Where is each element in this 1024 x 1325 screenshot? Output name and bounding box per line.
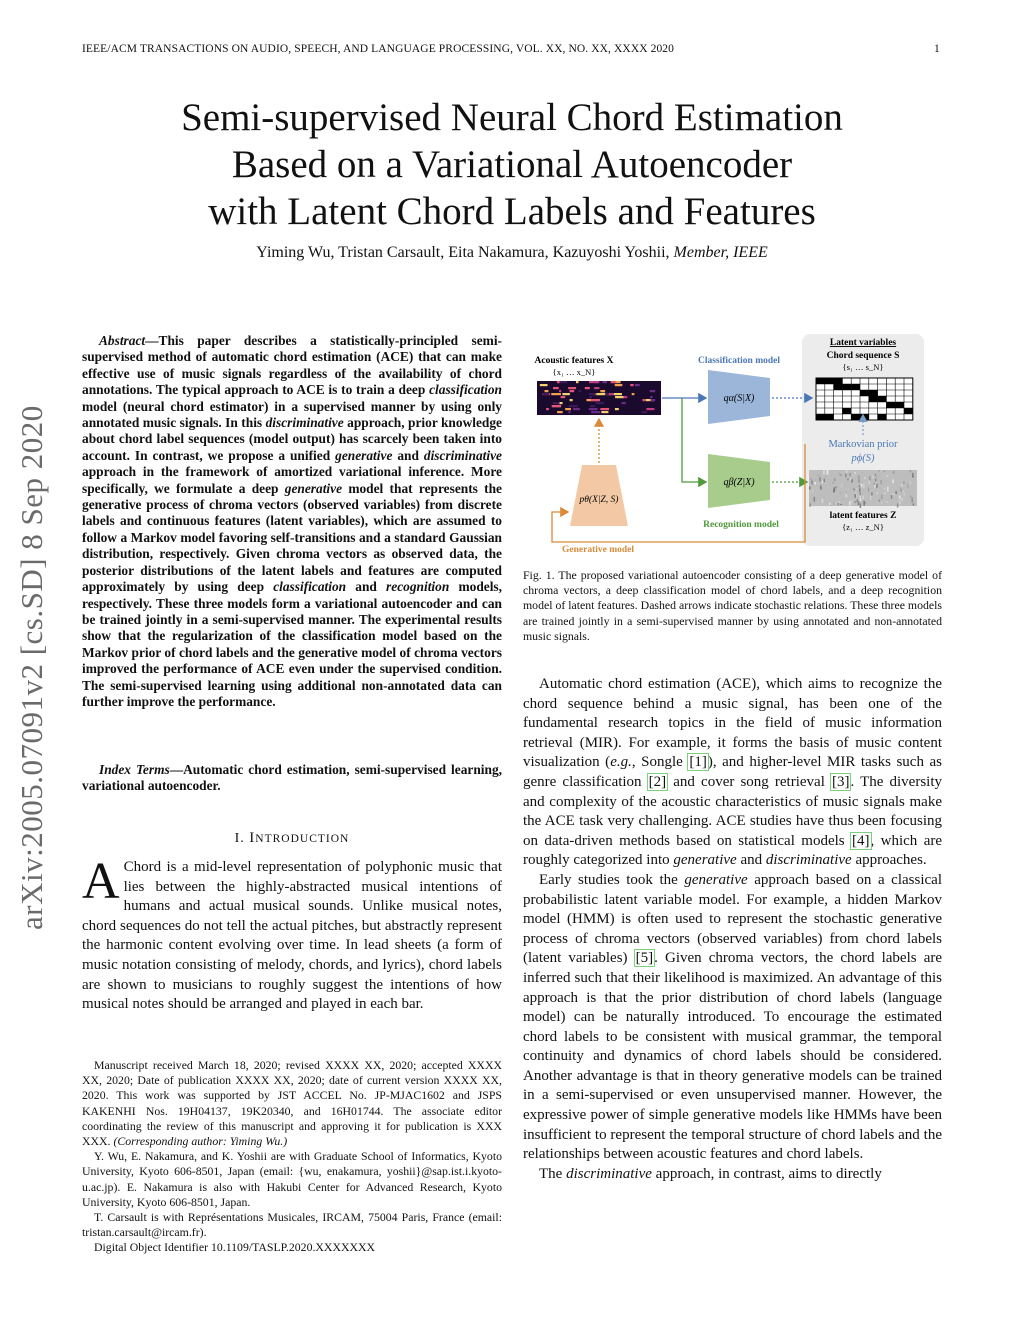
citation-2[interactable]: [2] bbox=[648, 773, 667, 790]
noise-cell bbox=[887, 502, 889, 503]
chroma-cell bbox=[590, 405, 595, 407]
chord-grid-cell bbox=[816, 378, 825, 384]
noise-cell bbox=[884, 493, 886, 494]
text-disc-2: approach, in contrast, aims to directly bbox=[651, 1165, 882, 1182]
chord-grid-cell bbox=[895, 402, 904, 408]
noise-cell bbox=[910, 480, 912, 485]
noise-cell bbox=[901, 484, 903, 487]
chroma-cell bbox=[615, 408, 619, 410]
noise-cell bbox=[878, 470, 880, 471]
noise-cell bbox=[880, 470, 882, 472]
chroma-cell bbox=[600, 408, 609, 410]
noise-cell bbox=[858, 475, 860, 478]
noise-cell bbox=[895, 491, 897, 494]
abstract-em-2: discriminative bbox=[265, 415, 344, 431]
latent-features-set: {z₁ … z_N} bbox=[842, 522, 884, 532]
noise-cell bbox=[849, 501, 851, 505]
noise-cell bbox=[810, 490, 812, 494]
noise-cell bbox=[855, 501, 857, 503]
text-disc-1: The bbox=[539, 1165, 567, 1182]
noise-cell bbox=[851, 500, 853, 504]
noise-cell bbox=[810, 478, 812, 479]
chord-grid-cell bbox=[825, 414, 834, 420]
noise-cell bbox=[833, 482, 835, 484]
chord-grid-cell bbox=[904, 408, 913, 414]
noise-cell bbox=[886, 481, 888, 482]
noise-cell bbox=[865, 502, 867, 503]
noise-cell bbox=[903, 493, 905, 495]
abstract-em-5: generative bbox=[284, 480, 343, 496]
citation-4[interactable]: [4] bbox=[852, 832, 870, 849]
chroma-cell bbox=[579, 390, 582, 392]
chroma-cell bbox=[573, 408, 580, 410]
chroma-cell bbox=[540, 384, 548, 386]
paragraph-early bbox=[523, 871, 942, 1165]
noise-cell bbox=[875, 475, 877, 476]
chroma-cell bbox=[565, 408, 571, 410]
abstract-label: Abstract bbox=[99, 333, 146, 348]
title-line-3: with Latent Chord Labels and Features bbox=[208, 190, 816, 233]
noise-cell bbox=[892, 479, 894, 483]
noise-cell bbox=[846, 471, 848, 473]
abstract-text-5: approach in the framework of amortized variational inference. More specifically, we formulate a deep bbox=[82, 464, 502, 496]
title-line-2: Based on a Variational Autoencoder bbox=[231, 143, 793, 186]
generative-model-label: Generative model bbox=[562, 545, 635, 555]
acoustic-features-label: Acoustic features X bbox=[534, 356, 614, 366]
noise-cell bbox=[809, 503, 811, 506]
noise-cell bbox=[859, 488, 861, 492]
noise-cell bbox=[910, 496, 912, 497]
text-ace-7: and bbox=[736, 852, 766, 869]
chroma-cell bbox=[568, 387, 576, 389]
chroma-cell bbox=[543, 393, 549, 395]
noise-cell bbox=[860, 503, 862, 508]
noise-cell bbox=[851, 479, 853, 482]
text-ace-6: , which are roughly categorized into bbox=[523, 832, 942, 869]
chroma-cell bbox=[606, 393, 609, 395]
chroma-cell bbox=[635, 384, 640, 386]
noise-cell bbox=[823, 470, 825, 474]
chroma-cell bbox=[615, 384, 622, 386]
chroma-cell bbox=[650, 396, 652, 398]
author-names: Yiming Wu, Tristan Carsault, Eita Nakamura, Kazuyoshi Yoshii, bbox=[256, 244, 670, 261]
footnote-corresponding: (Corresponding author: Yiming Wu.) bbox=[113, 1134, 288, 1149]
chord-grid-cell bbox=[816, 414, 825, 420]
noise-cell bbox=[912, 476, 914, 477]
citation-3[interactable]: [3] bbox=[831, 773, 850, 790]
author-list bbox=[80, 244, 944, 262]
text-early-3: . Given chroma vectors, the chord labels are inferred such that their likelihood is maximized. An advantage of this approach is that the prior distribution of chord labels (language model) can be naturally introduced. To encourage the estimated chord labels to be consistent with musical grammar, the temporal continuity and dynamics of chord labels should be considered. Another advantage is that in theory generative models can be trained in a semi-supervised or even unsupervised manner. However, the expressive power of simple generative models like HMMs have been insufficient to represent the temporal structure of chord labels and the relationships between acoustic features and chord labels. bbox=[523, 950, 943, 1163]
noise-cell bbox=[877, 492, 879, 494]
citation-1[interactable]: [1] bbox=[689, 754, 707, 771]
chord-grid-cell bbox=[860, 414, 869, 420]
chroma-cell bbox=[646, 408, 654, 410]
chroma-cell bbox=[589, 393, 595, 395]
noise-cell bbox=[875, 479, 877, 482]
arxiv-stamp: arXiv:2005.07091v2 [cs.SD] 8 Sep 2020 bbox=[14, 405, 49, 930]
index-terms-label: Index Terms bbox=[99, 762, 170, 777]
chord-sequence-set: {s₁ … s_N} bbox=[842, 362, 884, 372]
chroma-cell bbox=[553, 387, 559, 389]
noise-cell bbox=[874, 483, 876, 484]
noise-cell bbox=[829, 503, 831, 505]
chroma-cell bbox=[553, 402, 560, 404]
chroma-cell bbox=[568, 411, 570, 413]
recognition-model-label: Recognition model bbox=[703, 520, 779, 530]
paragraph-discriminative bbox=[523, 1165, 942, 1185]
text-ace-3: ), and higher-level MIR tasks such as genre classification bbox=[523, 754, 942, 790]
chord-grid-cell bbox=[834, 378, 843, 384]
noise-cell bbox=[881, 502, 883, 504]
abstract-text-8: models, respectively. These three models form a variational autoencoder and can be trained jointly in a semi-supervised manner. The experimental results show that the regularization of the classification model based on the Markov prior of chord labels and the generative model of chroma vectors improved the performance of ACE even under the supervised condition. The semi-supervised learning using additional non-annotated data can further improve the performance. bbox=[82, 579, 502, 709]
classification-formula: qα(S|X) bbox=[723, 393, 755, 404]
noise-cell bbox=[901, 498, 903, 501]
markov-prior-label: Markovian prior bbox=[828, 439, 898, 450]
page-number: 1 bbox=[934, 43, 940, 55]
noise-cell bbox=[864, 478, 866, 479]
chroma-cell bbox=[557, 411, 563, 413]
abstract-em-3: generative bbox=[335, 447, 393, 463]
chroma-cell bbox=[632, 393, 635, 395]
index-terms bbox=[82, 762, 502, 795]
chord-grid-cell bbox=[860, 390, 869, 396]
noise-cell bbox=[816, 475, 818, 476]
chord-sequence-label: Chord sequence S bbox=[826, 351, 900, 361]
noise-cell bbox=[887, 475, 889, 477]
footnote-affiliation: Y. Wu, E. Nakamura, and K. Yoshii are with Graduate School of Informatics, Kyoto University, Kyoto 606-8501, Japan (email: {wu, enakamura, yoshii}@sap.ist.i.kyoto-u.ac.jp). E. Nakamura is also with Hakubi Center for Advanced Research, Kyoto University, Kyoto 606-8501, Japan. bbox=[82, 1149, 502, 1209]
noise-cell bbox=[881, 495, 883, 500]
chord-grid-cell bbox=[869, 390, 878, 396]
title-line-1: Semi-supervised Neural Chord Estimation bbox=[181, 96, 843, 139]
noise-cell bbox=[856, 489, 858, 490]
noise-cell bbox=[815, 479, 817, 482]
chroma-cell bbox=[557, 381, 560, 383]
noise-cell bbox=[863, 496, 865, 499]
paragraph-ace bbox=[523, 675, 942, 871]
noise-cell bbox=[902, 491, 904, 493]
chord-grid bbox=[816, 378, 913, 420]
chord-grid-cell bbox=[886, 402, 895, 408]
noise-cell bbox=[841, 483, 843, 488]
noise-cell bbox=[910, 470, 912, 472]
noise-cell bbox=[899, 496, 901, 499]
noise-cell bbox=[859, 485, 861, 488]
noise-cell bbox=[900, 487, 902, 491]
chroma-cell bbox=[591, 408, 598, 410]
chord-grid-cell bbox=[878, 396, 887, 402]
noise-cell bbox=[812, 482, 814, 485]
chroma-cell bbox=[601, 411, 608, 413]
noise-cell bbox=[849, 473, 851, 476]
chroma-cell bbox=[562, 393, 569, 395]
footnote-doi: Digital Object Identifier 10.1109/TASLP.2020.XXXXXXX bbox=[94, 1240, 376, 1255]
noise-cell bbox=[893, 494, 895, 495]
section-heading bbox=[82, 830, 502, 847]
noise-cell bbox=[885, 500, 887, 502]
noise-cell bbox=[863, 484, 865, 488]
footnote-carsault: T. Carsault is with Représentations Musicales, IRCAM, 75004 Paris, France (email: tristan.carsault@ircam.fr). bbox=[82, 1210, 502, 1240]
noise-cell bbox=[869, 480, 871, 484]
noise-cell bbox=[913, 470, 915, 471]
chroma-cell bbox=[570, 399, 573, 401]
chroma-cell bbox=[600, 390, 605, 392]
chroma-cell bbox=[545, 390, 549, 392]
noise-cell bbox=[861, 484, 863, 487]
noise-cell bbox=[870, 496, 872, 501]
acoustic-features-set: {x₁ … x_N} bbox=[552, 367, 596, 377]
noise-cell bbox=[876, 483, 878, 487]
chroma-cell bbox=[546, 408, 549, 410]
text-early-1: Early studies took the bbox=[539, 871, 685, 888]
section-title-rest: NTRODUCTION bbox=[255, 833, 350, 845]
text-eg: e.g. bbox=[610, 754, 632, 771]
latent-variables-label: Latent variables bbox=[829, 338, 897, 348]
chroma-cell bbox=[585, 387, 590, 389]
chroma-cell bbox=[650, 390, 656, 392]
noise-cell bbox=[891, 495, 893, 499]
noise-cell bbox=[840, 474, 842, 475]
noise-cell bbox=[879, 500, 881, 502]
noise-cell bbox=[903, 482, 905, 484]
abstract-em-1: classification bbox=[429, 382, 502, 398]
chroma-cell bbox=[570, 390, 575, 392]
noise-cell bbox=[846, 494, 848, 497]
noise-cell bbox=[809, 487, 811, 490]
noise-cell bbox=[854, 494, 856, 498]
noise-cell bbox=[871, 492, 873, 495]
noise-cell bbox=[846, 491, 848, 492]
noise-cell bbox=[827, 497, 829, 500]
chroma-cell bbox=[611, 381, 616, 383]
paper-title bbox=[80, 94, 944, 235]
noise-cell bbox=[844, 487, 846, 488]
noise-cell bbox=[834, 487, 836, 492]
text-early-generative: generative bbox=[684, 871, 748, 888]
chroma-image bbox=[537, 381, 661, 415]
noise-cell bbox=[884, 470, 886, 472]
noise-cell bbox=[855, 472, 857, 473]
index-terms-text: —Automatic chord estimation, semi-supervised learning, variational autoencoder. bbox=[82, 762, 502, 794]
drop-cap: A bbox=[82, 853, 120, 910]
chroma-cell bbox=[589, 396, 592, 398]
noise-cell bbox=[840, 504, 842, 505]
noise-cell bbox=[913, 503, 915, 505]
text-ace-2: , Songle bbox=[631, 754, 689, 771]
noise-cell bbox=[853, 474, 855, 477]
abstract-text-7: and bbox=[346, 579, 387, 595]
noise-cell bbox=[819, 477, 821, 481]
noise-cell bbox=[860, 498, 862, 501]
chroma-cell bbox=[594, 387, 599, 389]
noise-cell bbox=[868, 488, 870, 492]
figure-1-diagram bbox=[522, 332, 942, 562]
noise-cell bbox=[898, 495, 900, 499]
noise-cell bbox=[875, 473, 877, 474]
text-ace-4: and cover song retrieval bbox=[667, 773, 831, 790]
chord-grid-cell bbox=[851, 414, 860, 420]
footnotes bbox=[82, 1058, 502, 1256]
noise-cell bbox=[825, 476, 827, 478]
noise-cell bbox=[827, 470, 829, 474]
noise-cell bbox=[869, 476, 871, 480]
abstract-text-1: —This paper describes a statistically-principled semi-supervised method of automatic chord estimation (ACE) that can make effective use of music signals regardless of the availability of chord annotations. The typical approach to ACE is to train a deep bbox=[82, 333, 502, 398]
noise-cell bbox=[812, 489, 814, 493]
chroma-cell bbox=[642, 411, 647, 413]
noise-cell bbox=[824, 479, 826, 483]
text-ace-5: . The diversity and complexity of the acoustic characteristics of music signals make the ACE task very challenging. ACE studies have thus been focusing on data-driven methods based on statistical models bbox=[523, 773, 942, 849]
noise-cell bbox=[872, 475, 874, 479]
noise-cell bbox=[899, 500, 901, 504]
noise-cell bbox=[863, 501, 865, 506]
chord-grid-cell bbox=[842, 408, 851, 414]
chroma-cell bbox=[623, 396, 627, 398]
noise-cell bbox=[897, 490, 899, 491]
chroma-cell bbox=[596, 402, 604, 404]
chroma-cell bbox=[650, 399, 655, 401]
noise-cell bbox=[858, 502, 860, 506]
text-disc-em: discriminative bbox=[566, 1165, 652, 1182]
chord-grid-cell bbox=[869, 396, 878, 402]
chroma-cell bbox=[630, 384, 633, 386]
text-ace-8: approaches. bbox=[851, 852, 927, 869]
noise-cell bbox=[884, 488, 886, 489]
chroma-cell bbox=[614, 393, 622, 395]
arrow-x-to-recognition bbox=[682, 398, 706, 482]
chroma-cell bbox=[576, 381, 578, 383]
text-discriminative: discriminative bbox=[765, 852, 852, 869]
noise-cell bbox=[839, 472, 841, 476]
chroma-cell bbox=[643, 399, 646, 401]
noise-cell bbox=[880, 480, 882, 484]
latent-features-label: latent features Z bbox=[829, 511, 897, 521]
recognition-formula: qβ(Z|X) bbox=[723, 477, 755, 488]
section-numeral: I. bbox=[234, 831, 245, 846]
citation-5[interactable]: [5] bbox=[635, 950, 654, 967]
abstract-text-2: model (neural chord estimator) in a supervised manner by using only annotated music signals. In this bbox=[82, 398, 502, 431]
chord-grid-cell bbox=[842, 384, 851, 390]
noise-cell bbox=[820, 485, 822, 489]
author-membership: Member, IEEE bbox=[673, 244, 768, 261]
noise-cell bbox=[853, 488, 855, 490]
noise-cell bbox=[834, 478, 836, 480]
right-column-text bbox=[523, 675, 942, 1184]
chroma-cell bbox=[551, 393, 561, 395]
text-early-2: approach based on a classical probabilistic latent variable model. For example, a hidden Markov model (HMM) is often used to represent the stochastic generative process of chroma vectors (observed variables) from chord labels (latent variables) bbox=[523, 871, 942, 967]
classification-model-label: Classification model bbox=[697, 356, 781, 366]
chroma-cell bbox=[602, 381, 607, 383]
noise-cell bbox=[860, 492, 862, 495]
abstract-em-6: classification bbox=[273, 579, 347, 595]
abstract-em-7: recognition bbox=[386, 579, 450, 595]
figure-caption: Fig. 1. The proposed variational autoencoder consisting of a deep generative model of chroma vectors, a deep classification model of chord labels, and a deep recognition model of latent features. Dashed arrows indicate stochastic relations. These three models are trained jointly in a semi-supervised manner by using annotated and non-annotated music signals. bbox=[523, 568, 942, 643]
footnote-manuscript bbox=[82, 1058, 502, 1149]
noise-cell bbox=[835, 486, 837, 487]
noise-cell bbox=[814, 497, 816, 502]
abstract-text-3: approach, prior knowledge about chord label sequences (model output) has scarcely been taken into account. In contrast, we propose a unified bbox=[82, 415, 502, 463]
noise-cell bbox=[874, 485, 876, 488]
chroma-cell bbox=[591, 399, 600, 401]
markov-prior-formula: pϕ(S) bbox=[851, 453, 875, 464]
chord-grid-cell bbox=[878, 414, 887, 420]
chroma-cell bbox=[596, 393, 605, 395]
noise-cell bbox=[907, 484, 909, 488]
noise-cell bbox=[887, 487, 889, 492]
noise-cell bbox=[840, 491, 842, 494]
chroma-cell bbox=[622, 402, 626, 404]
abstract-text-6: model that represents the generative process of chroma vectors (observed variables) from discrete labels and continuous features (latent variables), which are assumed to follow a Markov model favoring self-transitions and a standard Gaussian distribution, respectively. Given chroma vectors as observed data, the posterior distributions of the latent labels and features are computed approximately by using deep bbox=[82, 480, 502, 595]
noise-cell bbox=[847, 479, 849, 481]
intro-paragraph bbox=[82, 853, 502, 1015]
noise-cell bbox=[845, 474, 847, 478]
abstract-em-4: discriminative bbox=[423, 447, 502, 463]
running-header: IEEE/ACM TRANSACTIONS ON AUDIO, SPEECH, AND LANGUAGE PROCESSING, VOL. XX, NO. XX, XXXX 2020 bbox=[82, 43, 674, 55]
noise-cell bbox=[838, 503, 840, 506]
chroma-cell bbox=[552, 405, 561, 407]
chroma-cell bbox=[589, 381, 599, 383]
noise-cell bbox=[814, 482, 816, 484]
noise-cell bbox=[842, 498, 844, 501]
chroma-cell bbox=[569, 405, 578, 407]
abstract-text-4: and bbox=[392, 447, 424, 463]
noise-cell bbox=[833, 502, 835, 504]
chord-grid-cell bbox=[834, 384, 843, 390]
noise-cell bbox=[893, 471, 895, 474]
chord-grid-cell bbox=[825, 378, 834, 384]
footnote-manuscript-text: Manuscript received March 18, 2020; revised XXXX XX, 2020; accepted XXXX XX, 2020; Date of publication XXXX XX, 2020; date of current version XXXX XX, 2020. This work was supported by JST ACCEL No. JP-MJAC1602 and JSPS KAKENHI Nos. 19H04137, 19K20340, and 16H01744. The associate editor coordinating the review of this manuscript and approving it for publication is XXX XXX. bbox=[82, 1058, 502, 1149]
noise-cell bbox=[822, 499, 824, 503]
noise-cell bbox=[822, 481, 824, 484]
chroma-cell bbox=[559, 390, 561, 392]
chord-grid-cell bbox=[851, 384, 860, 390]
noise-cell bbox=[912, 500, 914, 502]
abstract bbox=[82, 333, 502, 710]
chroma-cell bbox=[591, 411, 600, 413]
noise-cell bbox=[858, 478, 860, 480]
noise-cell bbox=[877, 502, 879, 503]
section-first-letter: I bbox=[249, 830, 256, 846]
generative-formula: pθ(X|Z, S) bbox=[579, 495, 619, 505]
text-ace-1: Automatic chord estimation (ACE), which aims to recognize the chord sequence behind a music signal, has been one of the fundamental research topics in the field of music information retrieval (MIR). For example, it forms the basis of music content visualization ( bbox=[523, 676, 942, 771]
text-generative: generative bbox=[673, 852, 737, 869]
chroma-cell bbox=[615, 396, 624, 398]
chroma-cell bbox=[561, 396, 566, 398]
intro-text: Chord is a mid-level representation of polyphonic music that lies between the highly-abstracted musical intentions of humans and actual musical sounds. Unlike musical notes, chord sequences do not tell the actual pitches, but abstractly represent the harmonic content evolving over time. In lead sheets (a form of music notation consisting of melody, chords, and lyrics), chord labels are shown to musicians to roughly suggest the intentions of how musical notes should be arranged and played in each bar. bbox=[82, 859, 502, 1013]
noise-cell bbox=[834, 502, 836, 504]
